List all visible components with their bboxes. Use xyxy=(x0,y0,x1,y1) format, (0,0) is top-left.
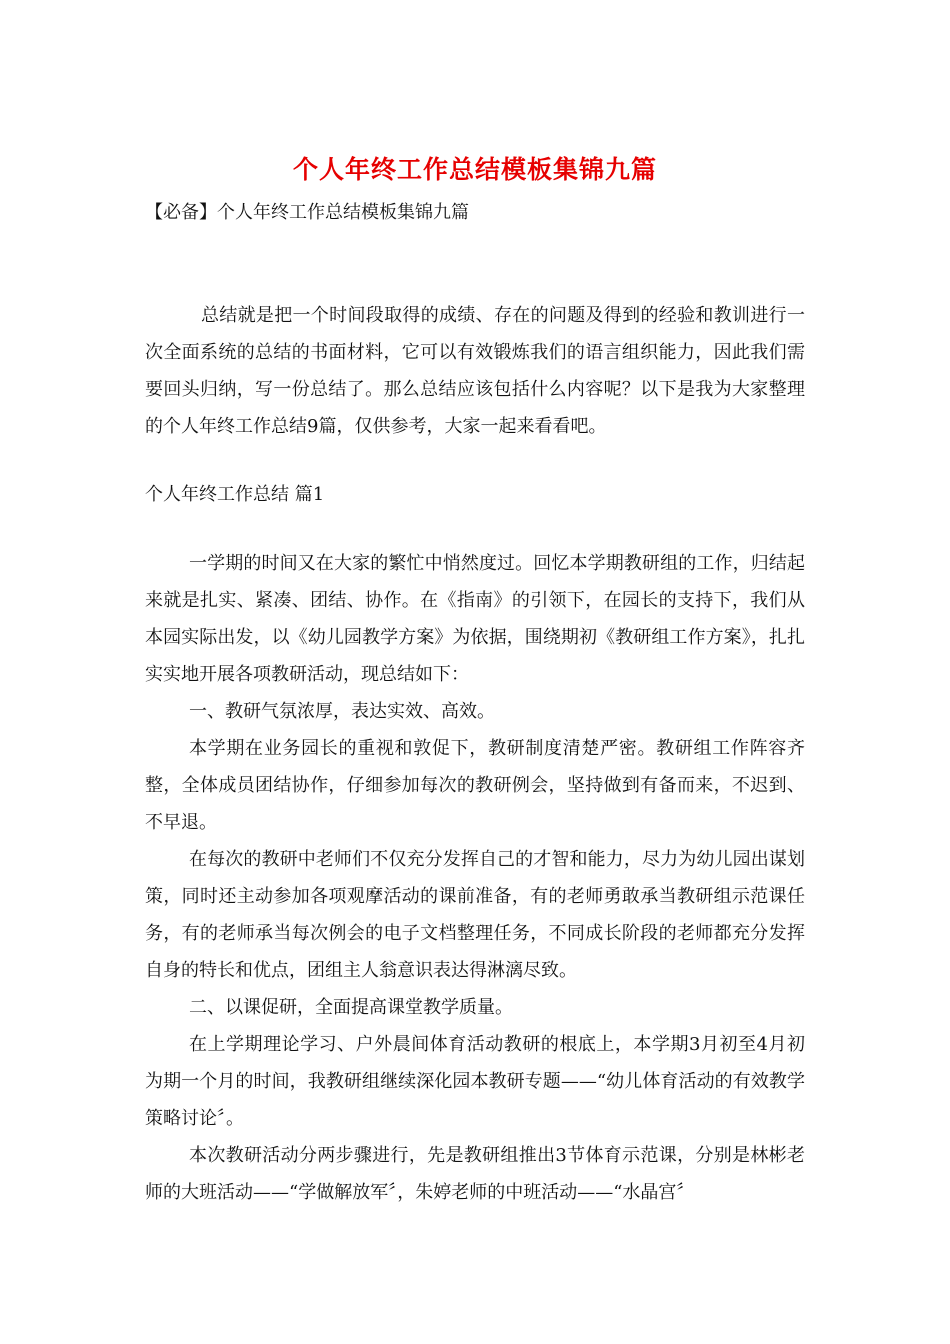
paragraph-1: 一学期的时间又在大家的繁忙中悄然度过。回忆本学期教研组的工作，归结起来就是扎实、紧凑、团结、协作。在《指南》的引领下，在园长的支持下，我们从本园实际出发，以《幼儿园教学方案》为依据，围绕期初《教研组工作方案》，扎扎实实地开展各项教研活动，现总结如下： xyxy=(145,553,805,685)
document-title: 个人年终工作总结模板集锦九篇 xyxy=(292,155,657,184)
paragraph-5-heading: 二、以课促研，全面提高课堂教学质量。 xyxy=(189,997,513,1018)
document-subtitle: 【必备】个人年终工作总结模板集锦九篇 xyxy=(145,202,469,223)
intro-text: 总结就是把一个时间段取得的成绩、存在的问题及得到的经验和教训进行一次全面系统的总结的书面材料，它可以有效锻炼我们的语言组织能力，因此我们需要回头归纳，写一份总结了。那么总结应该包括什么内容呢？以下是我为大家整理的个人年终工作总结9篇，仅供参考，大家一起来看看吧。 xyxy=(145,305,805,437)
paragraph-3: 本学期在业务园长的重视和敦促下，教研制度清楚严密。教研组工作阵容齐整，全体成员团结协作，仔细参加每次的教研例会，坚持做到有备而来，不迟到、不早退。 xyxy=(145,738,805,833)
paragraph-4: 在每次的教研中老师们不仅充分发挥自己的才智和能力，尽力为幼儿园出谋划策，同时还主动参加各项观摩活动的课前准备，有的老师勇敢承当教研组示范课任务，有的老师承当每次例会的电子文档整理任务，不同成长阶段的老师都充分发挥自身的特长和优点，团组主人翁意识表达得淋漓尽致。 xyxy=(145,849,805,981)
section-body xyxy=(145,545,805,1211)
section-heading: 个人年终工作总结 篇1 xyxy=(145,484,325,505)
paragraph-2-heading: 一、教研气氛浓厚，表达实效、高效。 xyxy=(189,701,495,722)
paragraph-7: 本次教研活动分两步骤进行，先是教研组推出3节体育示范课，分别是林彬老师的大班活动——“学做解放军〞，朱婷老师的中班活动——“水晶宫〞 xyxy=(145,1145,805,1203)
intro-paragraph xyxy=(145,297,805,445)
paragraph-6: 在上学期理论学习、户外晨间体育活动教研的根底上，本学期3月初至4月初为期一个月的时间，我教研组继续深化园本教研专题——“幼儿体育活动的有效教学策略讨论〞。 xyxy=(145,1034,805,1129)
